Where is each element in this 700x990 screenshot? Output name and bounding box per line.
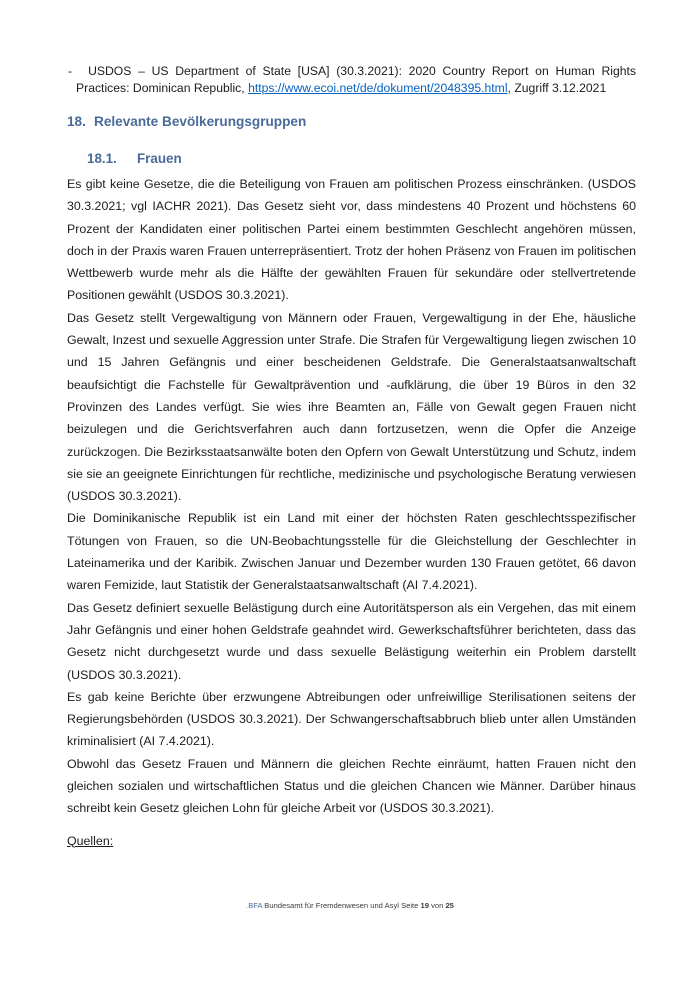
page-footer [0, 900, 700, 911]
subsection-heading-number: 18.1. [87, 151, 117, 166]
section-heading [67, 113, 636, 130]
bullet-dash: - [68, 64, 73, 78]
footer-page-total: 25 [445, 901, 454, 910]
footer-org-name: Bundesamt für Fremdenwesen und Asyl [264, 901, 399, 910]
body-paragraph: Das Gesetz definiert sexuelle Belästigung durch eine Autoritätsperson als ein Vergehen, das mit einem Jahr Gefängnis und einer hohen Geldstrafe geahndet wird. Gewerkschaftsführer berichteten, dass das Gesetz nicht durchgesetzt wurde und dass sexuelle Belästigung weiterhin ein Problem darstellt (USDOS 30.3.2021). [67, 600, 636, 682]
body-paragraph: Es gibt keine Gesetze, die die Beteiligung von Frauen am politischen Prozess einschränken. (USDOS 30.3.2021; vgl IACHR 2021). Das Gesetz sieht vor, dass mindestens 40 Prozent und höchstens 60 Prozent der Kandidaten einer politischen Partei einem bestimmten Geschlecht angehören müssen, doch in der Praxis waren Frauen unterrepräsentiert. Trotz der hohen Präsenz von Frauen im politischen Wettbewerb wurde mehr als die Hälfte der gewählten Frauen für sekundäre oder stellvertretende Positionen gewählt (USDOS 30.3.2021). [67, 177, 636, 303]
ecoi-link[interactable]: https://www.ecoi.net/de/dokument/2048395.html [248, 81, 508, 95]
sources-label: Quellen: [67, 833, 114, 848]
source-reference-item [67, 63, 636, 97]
source-reference-suffix: , Zugriff 3.12.2021 [507, 81, 607, 95]
footer-of-word: von [431, 901, 444, 910]
body-paragraph: Das Gesetz stellt Vergewaltigung von Männern oder Frauen, Vergewaltigung in der Ehe, häusliche Gewalt, Inzest und sexuelle Aggression unter Strafe. Die Strafen für Vergewaltigung liegen zwischen 10 und 15 Jahren Gefängnis und einer bescheidenen Geldstrafe. Die Generalstaatsanwaltschaft beaufsichtigt die Fachstelle für Gewaltprävention und -aufklärung, die über 19 Büros in den 32 Provinzen des Landes verfügt. Sie wies ihre Beamten an, Fälle von Gewalt gegen Frauen nicht beizulegen und die Gerichtsverfahren auch dann fortzusetzen, wenn die Opfer die Anzeige zurückzogen. Die Bezirksstaatsanwälte boten den Opfern von Gewalt Unterstützung und Schutz, indem sie sie an geeignete Einrichtungen für rechtliche, medizinische und psychologische Beratung verwiesen (USDOS 30.3.2021). [67, 310, 636, 504]
subsection-heading-label: Frauen [137, 151, 182, 166]
section-heading-number: 18. [67, 114, 86, 129]
section-heading-label: Relevante Bevölkerungsgruppen [94, 114, 307, 129]
body-paragraph: Die Dominikanische Republik ist ein Land mit einer der höchsten Raten geschlechtsspezifischer Tötungen von Frauen, so die UN-Beobachtungsstelle für die Gleichstellung der Geschlechter in Lateinamerika und der Karibik. Zwischen Januar und Dezember wurden 130 Frauen getötet, 66 davon waren Femizide, laut Statistik der Generalstaatsanwaltschaft (AI 7.4.2021). [67, 511, 636, 593]
bfa-logo: BFA [248, 901, 263, 910]
source-reference-text: USDOS – US Department of State [USA] (30.3.2021): 2020 Country Report on Human Rights Practices: Dominican Republic, [76, 64, 636, 95]
body-paragraph: Es gab keine Berichte über erzwungene Abtreibungen oder unfreiwillige Sterilisationen seitens der Regierungsbehörden (USDOS 30.3.2021). Der Schwangerschaftsabbruch blieb unter allen Umständen kriminalisiert (AI 7.4.2021). [67, 689, 636, 749]
bfa-logo-dot: . [246, 901, 249, 910]
footer-page-number: 19 [420, 901, 429, 910]
body-paragraph: Obwohl das Gesetz Frauen und Männern die gleichen Rechte einräumt, hatten Frauen nicht den gleichen sozialen und wirtschaftlichen Status und die gleichen Chancen wie Männer. Darüber hinaus schreibt kein Gesetz gleichen Lohn für gleiche Arbeit vor (USDOS 30.3.2021). [67, 756, 636, 816]
page-content [67, 63, 636, 852]
body-text-block [67, 173, 636, 820]
footer-page-word: Seite [401, 901, 419, 910]
subsection-heading [87, 150, 636, 167]
